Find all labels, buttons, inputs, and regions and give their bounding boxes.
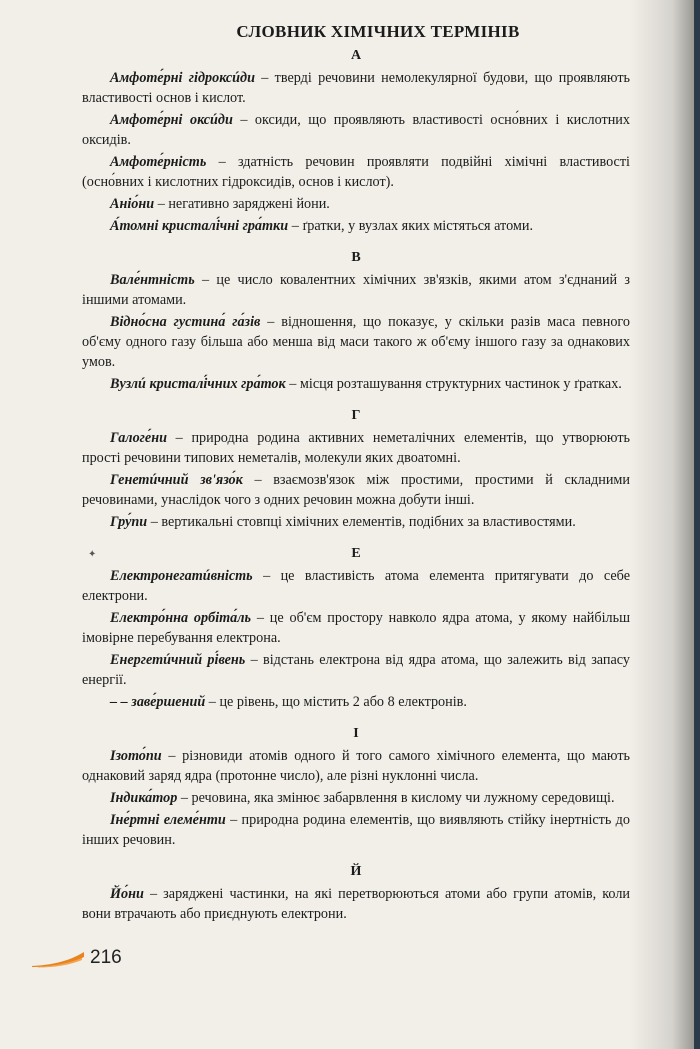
page-title: СЛОВНИК ХІМІЧНИХ ТЕРМІНІВ xyxy=(236,22,520,41)
entry-term: А́томні кристалі́чні гра́тки xyxy=(110,218,289,234)
entry-term: Іне́ртні елеме́нти xyxy=(110,812,226,828)
glossary-entry xyxy=(82,810,630,850)
glossary-entry xyxy=(82,470,630,510)
glossary-section xyxy=(82,546,630,712)
glossary-entry xyxy=(82,110,630,150)
entry-term: Електронегатúвність xyxy=(110,568,253,584)
glossary-section xyxy=(82,864,630,924)
glossary-entry xyxy=(82,512,630,532)
page-footer xyxy=(30,940,122,968)
section-letter: І xyxy=(353,726,359,741)
entry-term: Вузлú кристалі́чних гра́ток xyxy=(110,376,286,392)
entry-term: Ізото́пи xyxy=(110,748,162,764)
entry-definition: – оксиди, що проявляють властивості осно́вних і кислотних оксидів. xyxy=(82,112,630,148)
entry-definition: – відношення, що показує, у скільки разів маса певного об'єму одного газу більша або менша від маси такого ж об'єму іншого газу за однакових умов. xyxy=(82,314,630,370)
entry-term: – – заве́ршений xyxy=(110,694,206,710)
entry-definition: – відстань електрона від ядра атома, що залежить від запасу енергії. xyxy=(82,652,631,688)
glossary-entry xyxy=(82,270,630,310)
glossary-entry xyxy=(82,374,630,394)
entry-definition: – негативно заряджені йони. xyxy=(154,196,330,212)
glossary-section xyxy=(82,408,630,532)
page-edge xyxy=(694,0,700,1049)
entry-definition: – природна родина активних неметалічних елементів, що утворюють прості речовини типових неметалів, молекули яких двоатомні. xyxy=(82,430,630,466)
glossary-entry xyxy=(82,216,630,236)
glossary-entry xyxy=(82,68,630,108)
entry-term: Амфоте́рні оксúди xyxy=(110,112,233,128)
page-number: 216 xyxy=(90,947,122,968)
entry-definition: – речовина, яка змінює забарвлення в кислому чи лужному середовищі. xyxy=(177,790,615,806)
entry-definition: – тверді речовини немолекулярної будови, що проявляють властивості основ і кислот. xyxy=(82,70,630,106)
section-letter: Е xyxy=(351,546,361,561)
entry-definition: – це число ковалентних хімічних зв'язків, якими атом з'єднаний з іншими атомами. xyxy=(82,272,630,308)
entry-definition: – це об'єм простору навколо ядра атома, у якому найбільш імовірне перебування електрона. xyxy=(82,610,630,646)
entry-term: Енергетúчний рі́вень xyxy=(110,652,246,668)
entry-definition: – ґратки, у вузлах яких містяться атоми. xyxy=(288,218,534,234)
page-binding-shadow xyxy=(630,0,700,1049)
entry-term: Гру́пи xyxy=(110,514,148,530)
entry-term: Вале́нтність xyxy=(110,272,195,288)
entry-definition: – різновиди атомів одного й того самого хімічного елемента, що мають однаковий заряд ядра (протонне число), але різні нуклонні числа. xyxy=(82,748,630,784)
glossary-entry xyxy=(82,788,630,808)
entry-term: Відно́сна густина́ га́зів xyxy=(110,314,261,330)
section-letter: Й xyxy=(350,864,362,879)
glossary-entry xyxy=(82,692,630,712)
glossary-section xyxy=(82,726,630,850)
entry-definition: – це рівень, що містить 2 або 8 електронів. xyxy=(205,694,467,710)
glossary-entry xyxy=(82,884,630,924)
entry-term: Галоге́ни xyxy=(110,430,167,446)
margin-mark: ✦ xyxy=(88,549,97,560)
entry-term: Індика́тор xyxy=(110,790,178,806)
glossary-entry xyxy=(82,650,630,690)
entry-term: Амфоте́рність xyxy=(110,154,207,170)
entry-definition: – здатність речовин проявляти подвійні хімічні властивості (осно́вних і кислотних гідроксидів, основ і кислот). xyxy=(82,154,630,190)
glossary-section xyxy=(82,250,630,394)
entry-definition: – це властивість атома елемента притягувати до себе електрони. xyxy=(82,568,630,604)
glossary-sections xyxy=(82,48,630,924)
glossary-entry xyxy=(82,608,630,648)
glossary-section xyxy=(82,48,630,236)
section-letter: А xyxy=(350,48,362,63)
entry-term: Амфоте́рні гідроксúди xyxy=(110,70,255,86)
glossary-entry xyxy=(82,428,630,468)
entry-definition: – взаємозв'язок між простими, простими й складними речовинами, унаслідок чого з одних речовин можна добути інші. xyxy=(82,472,631,508)
entry-definition: – вертикальні стовпці хімічних елементів, подібних за властивостями. xyxy=(147,514,576,530)
glossary-entry xyxy=(82,746,630,786)
glossary-entry xyxy=(82,566,630,606)
entry-definition: – місця розташування структурних частинок у ґратках. xyxy=(285,376,622,392)
glossary-entry xyxy=(82,194,630,214)
entry-definition: – природна родина елементів, що виявляють стійку інертність до інших речовин. xyxy=(82,812,630,848)
section-letter: Г xyxy=(351,408,361,423)
glossary-content xyxy=(82,22,630,938)
entry-term: Йо́ни xyxy=(110,886,144,902)
orange-swoosh-icon xyxy=(30,950,86,968)
glossary-entry xyxy=(82,312,630,372)
entry-term: Аніо́ни xyxy=(110,196,155,212)
entry-definition: – заряджені частинки, на які перетворюються атоми або групи атомів, коли вони втрачають або приєднують електрони. xyxy=(82,886,630,922)
glossary-entry xyxy=(82,152,630,192)
entry-term: Електро́нна орбіта́ль xyxy=(110,610,252,626)
entry-term: Генетúчний зв'язо́к xyxy=(110,472,243,488)
section-letter: В xyxy=(351,250,361,265)
